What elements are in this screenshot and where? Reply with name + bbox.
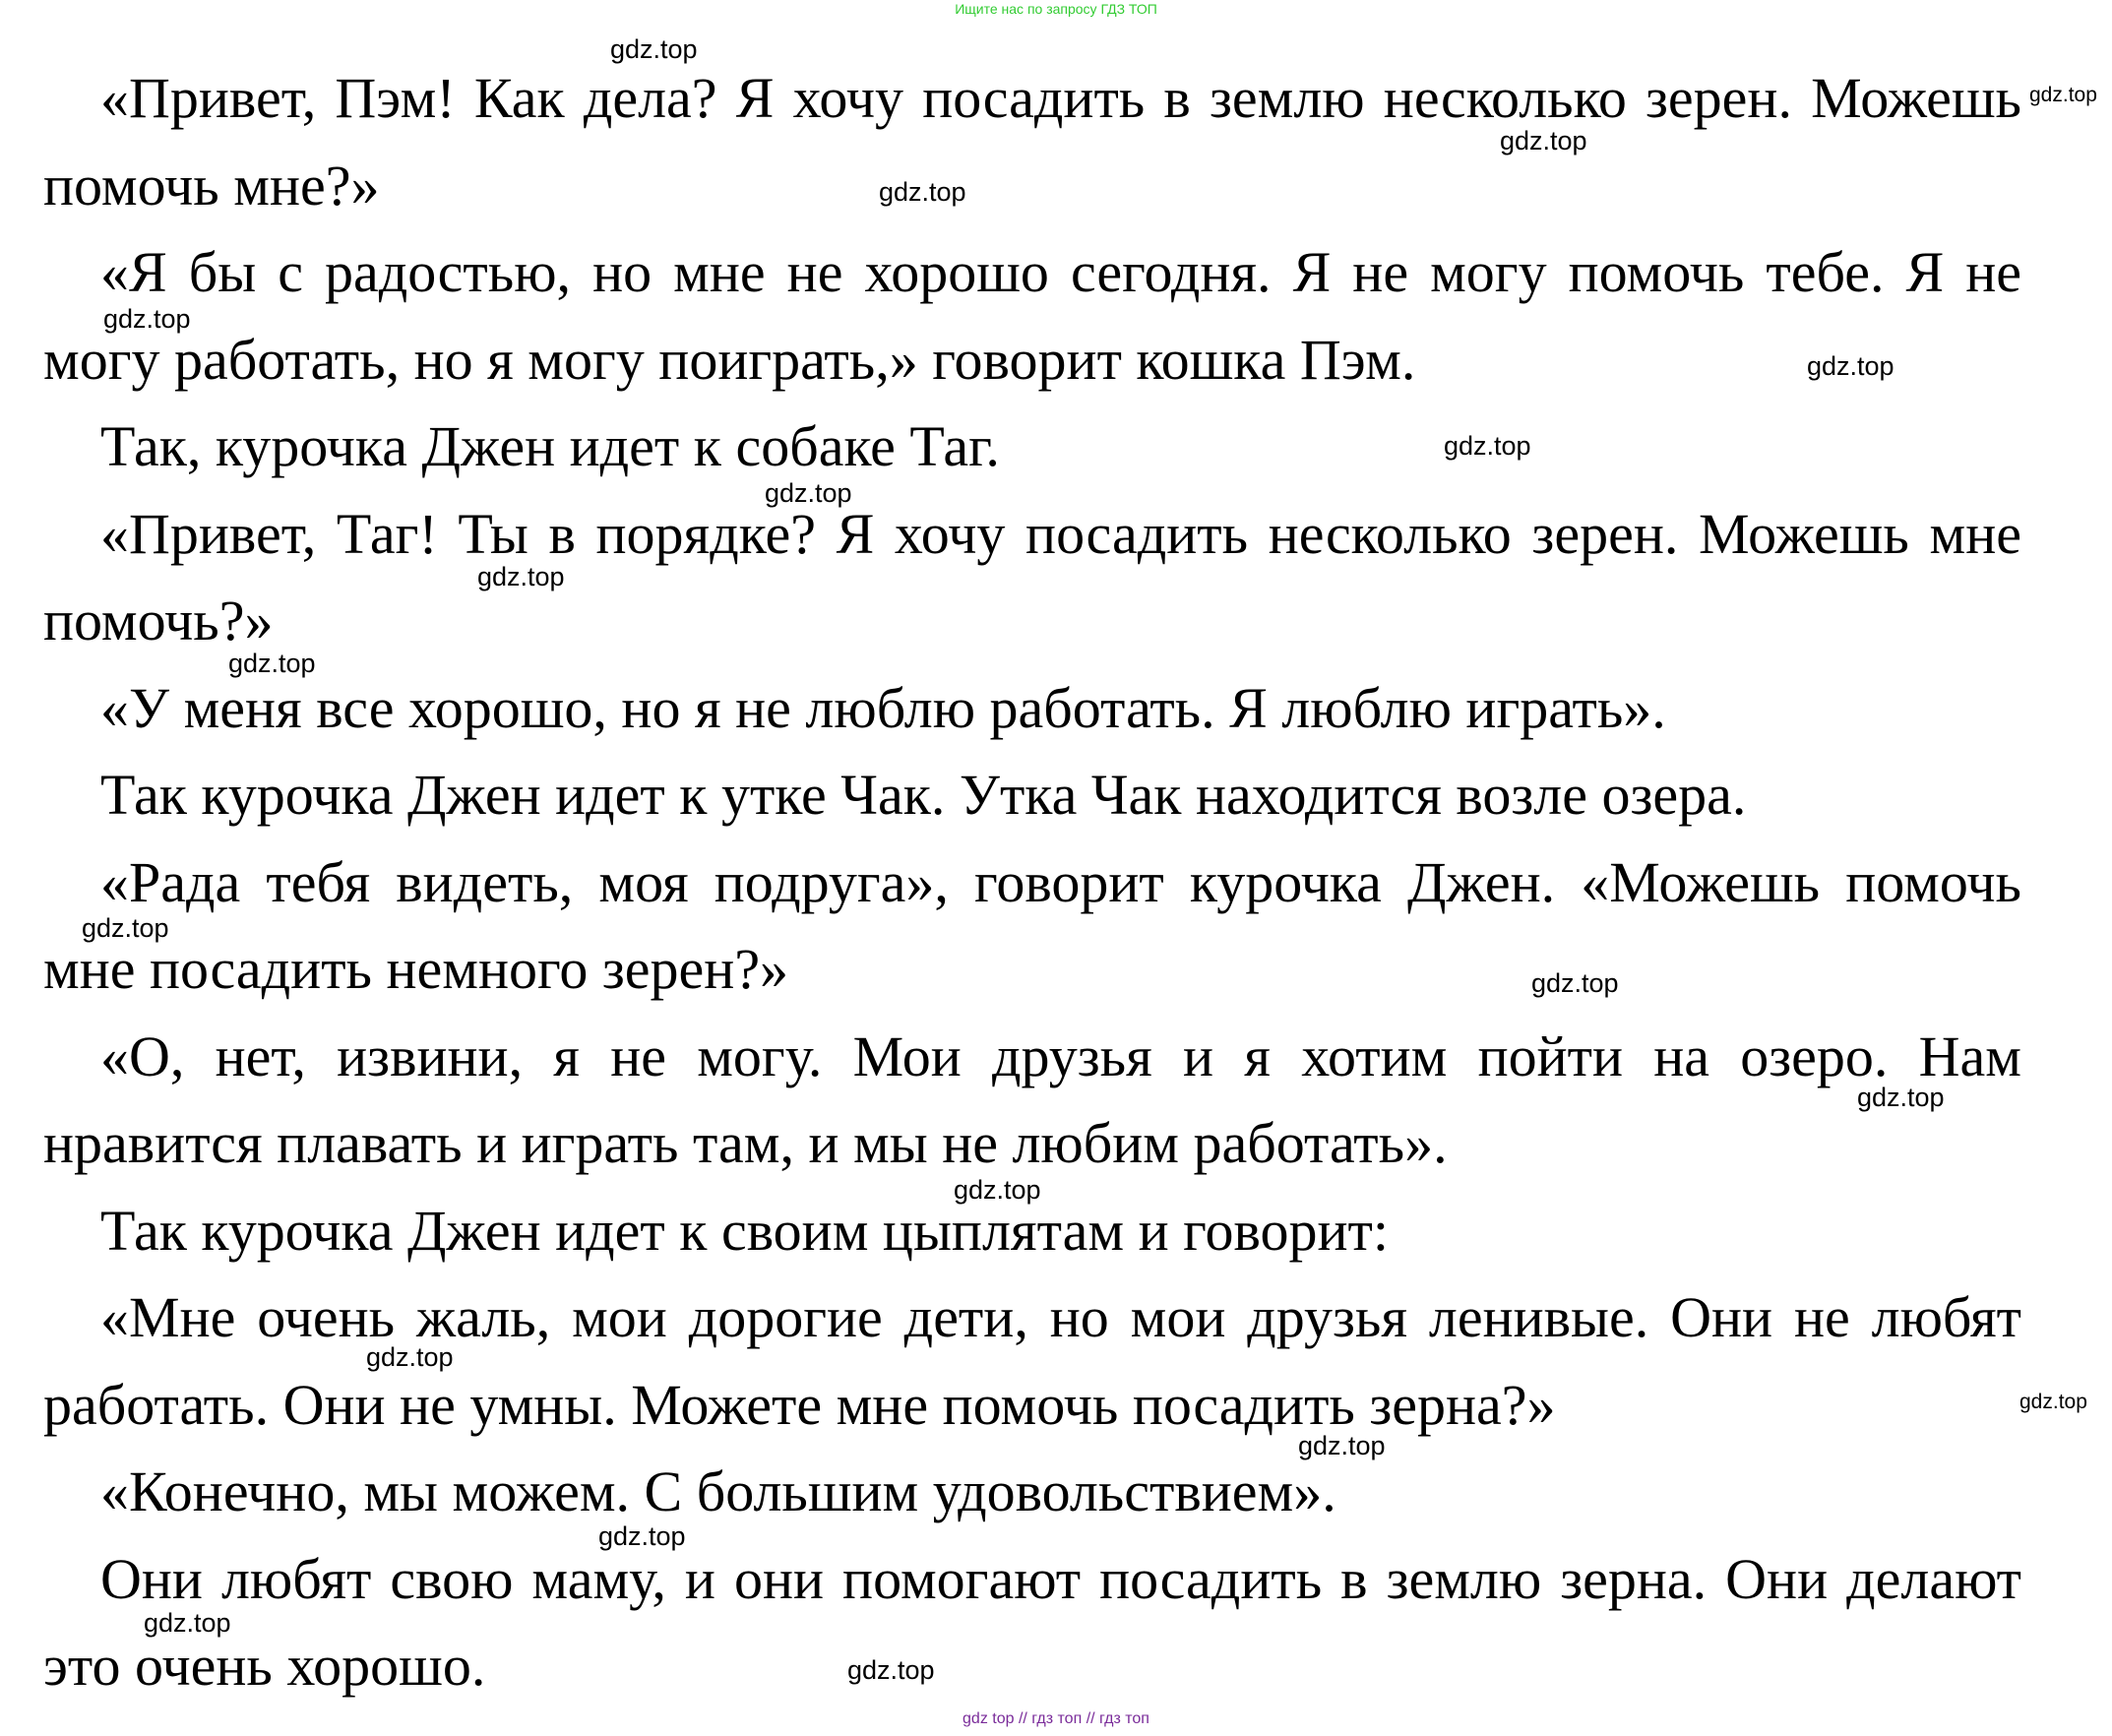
watermark: gdz.top	[2019, 1391, 2087, 1413]
watermark: gdz.top	[366, 1342, 454, 1372]
watermark: gdz.top	[954, 1175, 1041, 1205]
watermark: gdz.top	[1500, 126, 1587, 155]
watermark: gdz.top	[765, 478, 852, 508]
paragraph-6: Так курочка Джен идет к утке Чак. Утка Чак находится возле озера.	[100, 763, 1747, 827]
paragraph-3: Так, курочка Джен идет к собаке Таг.	[100, 414, 1000, 478]
footer-watermark: gdz top // гдз топ // гдз топ	[963, 1710, 1149, 1727]
watermark: gdz.top	[144, 1608, 231, 1638]
paragraph-12: Они любят свою маму, и они помогают посадить в землю зерна. Они делают это очень хорошо.	[43, 1546, 2021, 1698]
paragraph-4: «Привет, Таг! Ты в порядке? Я хочу посадить несколько зерен. Можешь мне помочь?»	[43, 501, 2021, 652]
paragraph-7: «Рада тебя видеть, моя подруга», говорит курочка Джен. «Можешь помочь мне посадить немного зерен?»	[43, 849, 2021, 1001]
watermark: gdz.top	[477, 562, 565, 591]
top-banner: Ищите нас по запросу ГДЗ ТОП	[955, 1, 1157, 17]
paragraph-9: Так курочка Джен идет к своим цыплятам и говорит:	[100, 1198, 1389, 1263]
paragraph-8: «О, нет, извини, я не могу. Мои друзья и я хотим пойти на озеро. Нам нравится плавать и играть там, и мы не любим работать».	[43, 1023, 2021, 1175]
watermark: gdz.top	[228, 649, 316, 678]
watermark: gdz.top	[82, 913, 169, 943]
story-text	[43, 55, 2021, 1710]
watermark: gdz.top	[103, 304, 191, 334]
watermark: gdz.top	[879, 177, 966, 207]
watermark: gdz.top	[598, 1521, 686, 1551]
watermark: gdz.top	[1857, 1083, 1945, 1112]
watermark: gdz.top	[1298, 1431, 1386, 1460]
paragraph-2: «Я бы с радостью, но мне не хорошо сегодня. Я не могу помочь тебе. Я не могу работать, но я могу поиграть,» говорит кошка Пэм.	[43, 240, 2021, 392]
watermark: gdz.top	[1807, 351, 1895, 381]
paragraph-10: «Мне очень жаль, мои дорогие дети, но мои друзья ленивые. Они не любят работать. Они не умны. Можете мне помочь посадить зерна?»	[43, 1285, 2021, 1437]
watermark: gdz.top	[847, 1655, 935, 1685]
paragraph-5: «У меня все хорошо, но я не люблю работать. Я люблю играть».	[100, 675, 1666, 740]
paragraph-1: «Привет, Пэм! Как дела? Я хочу посадить в землю несколько зерен. Можешь помочь мне?»	[43, 66, 2021, 217]
watermark: gdz.top	[1531, 968, 1619, 998]
watermark: gdz.top	[1444, 431, 1531, 461]
watermark: gdz.top	[2029, 84, 2097, 106]
paragraph-11: «Конечно, мы можем. С большим удовольствием».	[100, 1459, 1336, 1523]
watermark: gdz.top	[610, 34, 698, 64]
